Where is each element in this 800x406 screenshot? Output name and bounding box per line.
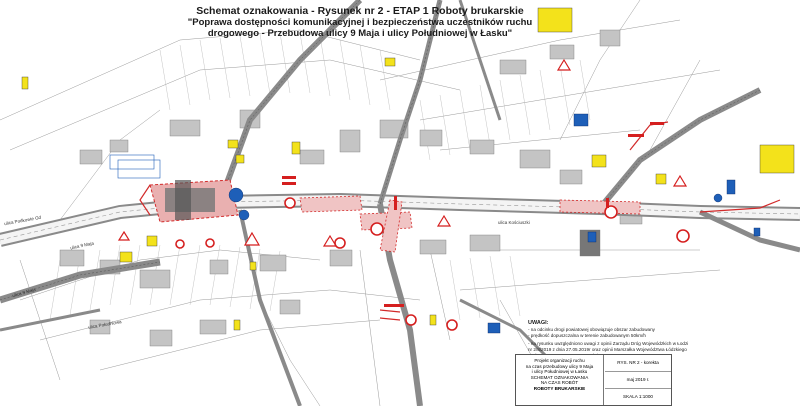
project-line: na czas przebudowy ulicy 9 Maja <box>525 363 594 369</box>
project-line: i ulicy Południowej w Łasku <box>531 369 588 374</box>
street-label-kosciuszki: ulica Kościuszki <box>498 220 530 225</box>
work-zones <box>150 180 640 252</box>
title-line2: "Poprawa dostępności komunikacyjnej i bezpieczeństwa uczestników ruchu <box>187 17 533 28</box>
works-label: ROBOTY BRUKARSKIE <box>533 385 586 391</box>
notes-header: UWAGI: <box>528 320 549 326</box>
notes-line: - prędkość dopuszczalna w terenie zabudowanym 50km/h <box>528 332 646 338</box>
title-block-meta <box>605 355 671 405</box>
drawing-scale: SKALA 1:1000 <box>623 394 653 399</box>
notes-line: nr 2/8/2019 z dnia 27.05.2019r oraz opinii Marszałka Województwa Łódzkiego <box>528 347 687 353</box>
title-line1: Schemat oznakowania - Rysunek nr 2 - ETAP 1 Roboty brukarskie <box>196 5 524 17</box>
title-block-description <box>516 355 604 405</box>
scheme-line: SCHEMAT OZNAKOWANIA <box>530 374 589 380</box>
street-label-poludniowa: ulica Południowa <box>87 319 122 330</box>
blue-signs <box>229 114 760 333</box>
notes-line: - na rysunku uwzględniono uwagi z opinii Zarządu Dróg Wojewódzkich w Łodzi <box>528 341 689 347</box>
title-line3: drogowego - Przebudowa ulicy 9 Maja i ulicy Południowej w Łasku" <box>207 28 513 39</box>
blue-label-boxes <box>110 155 160 178</box>
street-label-podkowie: ulica Podkowie Gd <box>3 214 42 227</box>
scheme-line: NA CZAS ROBÓT <box>540 380 579 385</box>
map-title <box>150 5 570 39</box>
notes-line: - na odcinku drogi powiatowej obowiązuje obszar zabudowany <box>528 326 655 332</box>
street-label-9-maja-left: ulica 9 Maja <box>11 286 37 299</box>
title-block <box>515 354 672 406</box>
drawing-number: RYS. NR 2 - korekta <box>605 355 671 372</box>
drawing-date: maj 2019 r. <box>605 372 671 389</box>
street-label-9-maja-lower: ulica 9 Maja <box>69 240 95 251</box>
project-line: Projekt organizacji ruchu <box>534 358 585 363</box>
parcel-hatching <box>50 33 590 320</box>
